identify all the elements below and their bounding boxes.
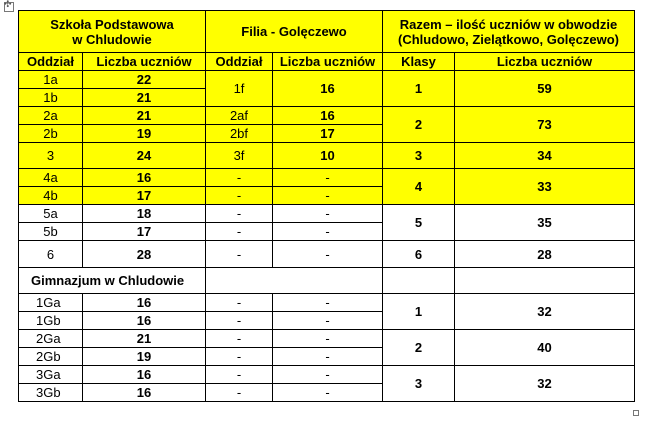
table-cell: 19: [83, 348, 206, 366]
total-klasa: 3: [383, 143, 455, 169]
table-cell: 21: [83, 107, 206, 125]
total-liczba: 73: [455, 107, 635, 143]
table-cell: [206, 268, 383, 294]
table-cell: 2af: [206, 107, 273, 125]
table-cell: 22: [83, 71, 206, 89]
total-liczba: 33: [455, 169, 635, 205]
table-cell: 4a: [19, 169, 83, 187]
table-cell: 5a: [19, 205, 83, 223]
table-cell: 16: [83, 169, 206, 187]
table-cell: -: [273, 330, 383, 348]
total-liczba: 34: [455, 143, 635, 169]
table-cell: -: [206, 312, 273, 330]
table-cell: -: [206, 330, 273, 348]
table-cell: -: [206, 187, 273, 205]
header-primary-school: Szkoła Podstawowa w Chludowie: [19, 11, 206, 53]
table-resize-handle-icon[interactable]: [633, 410, 639, 416]
table-cell: 24: [83, 143, 206, 169]
table-cell: 3Gb: [19, 384, 83, 402]
table-cell: -: [206, 223, 273, 241]
total-klasa: 4: [383, 169, 455, 205]
table-cell: 2bf: [206, 125, 273, 143]
table-cell: 18: [83, 205, 206, 223]
table-cell: 16: [83, 294, 206, 312]
table-cell: 16: [83, 312, 206, 330]
students-table: [18, 10, 635, 402]
total-klasa: 3: [383, 366, 455, 402]
column-header-branch-liczba: Liczba uczniów: [273, 53, 383, 71]
total-klasa: 1: [383, 71, 455, 107]
table-cell: -: [206, 294, 273, 312]
table-cell: 21: [83, 330, 206, 348]
total-liczba: 32: [455, 366, 635, 402]
table-cell: 17: [83, 187, 206, 205]
column-header-total-liczba: Liczba uczniów: [455, 53, 635, 71]
table-cell: 4b: [19, 187, 83, 205]
total-liczba: 35: [455, 205, 635, 241]
table-cell: 16: [273, 71, 383, 107]
total-klasa: 5: [383, 205, 455, 241]
table-cell: [455, 268, 635, 294]
header-branch: Filia - Golęczewo: [206, 11, 383, 53]
column-header-oddzial: Oddział: [19, 53, 83, 71]
table-cell: -: [273, 294, 383, 312]
table-cell: 2b: [19, 125, 83, 143]
table-cell: -: [273, 205, 383, 223]
table-cell: 16: [83, 366, 206, 384]
total-liczba: 40: [455, 330, 635, 366]
total-klasa: 6: [383, 241, 455, 268]
table-cell: -: [206, 241, 273, 268]
table-cell: 2Ga: [19, 330, 83, 348]
table-cell: 28: [83, 241, 206, 268]
column-header-liczba: Liczba uczniów: [83, 53, 206, 71]
total-klasa: 2: [383, 107, 455, 143]
total-klasa: 2: [383, 330, 455, 366]
table-cell: 3f: [206, 143, 273, 169]
table-cell: 1a: [19, 71, 83, 89]
table-cell: -: [273, 187, 383, 205]
table-cell: -: [273, 169, 383, 187]
total-liczba: 59: [455, 71, 635, 107]
gymnasium-title: Gimnazjum w Chludowie: [19, 268, 206, 294]
table-cell: 2a: [19, 107, 83, 125]
total-klasa: 1: [383, 294, 455, 330]
table-cell: -: [273, 384, 383, 402]
table-cell: 17: [83, 223, 206, 241]
header-total: Razem – ilość uczniów w obwodzie (Chludowo, Zielątkowo, Golęczewo): [383, 11, 635, 53]
table-cell: -: [273, 223, 383, 241]
table-cell: [383, 268, 455, 294]
table-cell: -: [273, 241, 383, 268]
table-cell: 1b: [19, 89, 83, 107]
table-cell: -: [206, 384, 273, 402]
total-liczba: 32: [455, 294, 635, 330]
table-cell: 17: [273, 125, 383, 143]
column-header-klasy: Klasy: [383, 53, 455, 71]
table-cell: 1Ga: [19, 294, 83, 312]
table-move-handle-icon[interactable]: [4, 2, 14, 12]
table-cell: 3: [19, 143, 83, 169]
table-cell: -: [273, 366, 383, 384]
table-cell: -: [273, 312, 383, 330]
table-cell: 16: [273, 107, 383, 125]
table-cell: 5b: [19, 223, 83, 241]
table-cell: 1f: [206, 71, 273, 107]
table-cell: 3Ga: [19, 366, 83, 384]
table-cell: 6: [19, 241, 83, 268]
table-cell: 1Gb: [19, 312, 83, 330]
column-header-branch-oddzial: Oddział: [206, 53, 273, 71]
table-cell: 16: [83, 384, 206, 402]
table-cell: 21: [83, 89, 206, 107]
table-cell: 2Gb: [19, 348, 83, 366]
table-cell: -: [273, 348, 383, 366]
table-cell: -: [206, 205, 273, 223]
table-cell: 19: [83, 125, 206, 143]
total-liczba: 28: [455, 241, 635, 268]
table-cell: -: [206, 348, 273, 366]
table-cell: -: [206, 366, 273, 384]
table-cell: -: [206, 169, 273, 187]
table-cell: 10: [273, 143, 383, 169]
